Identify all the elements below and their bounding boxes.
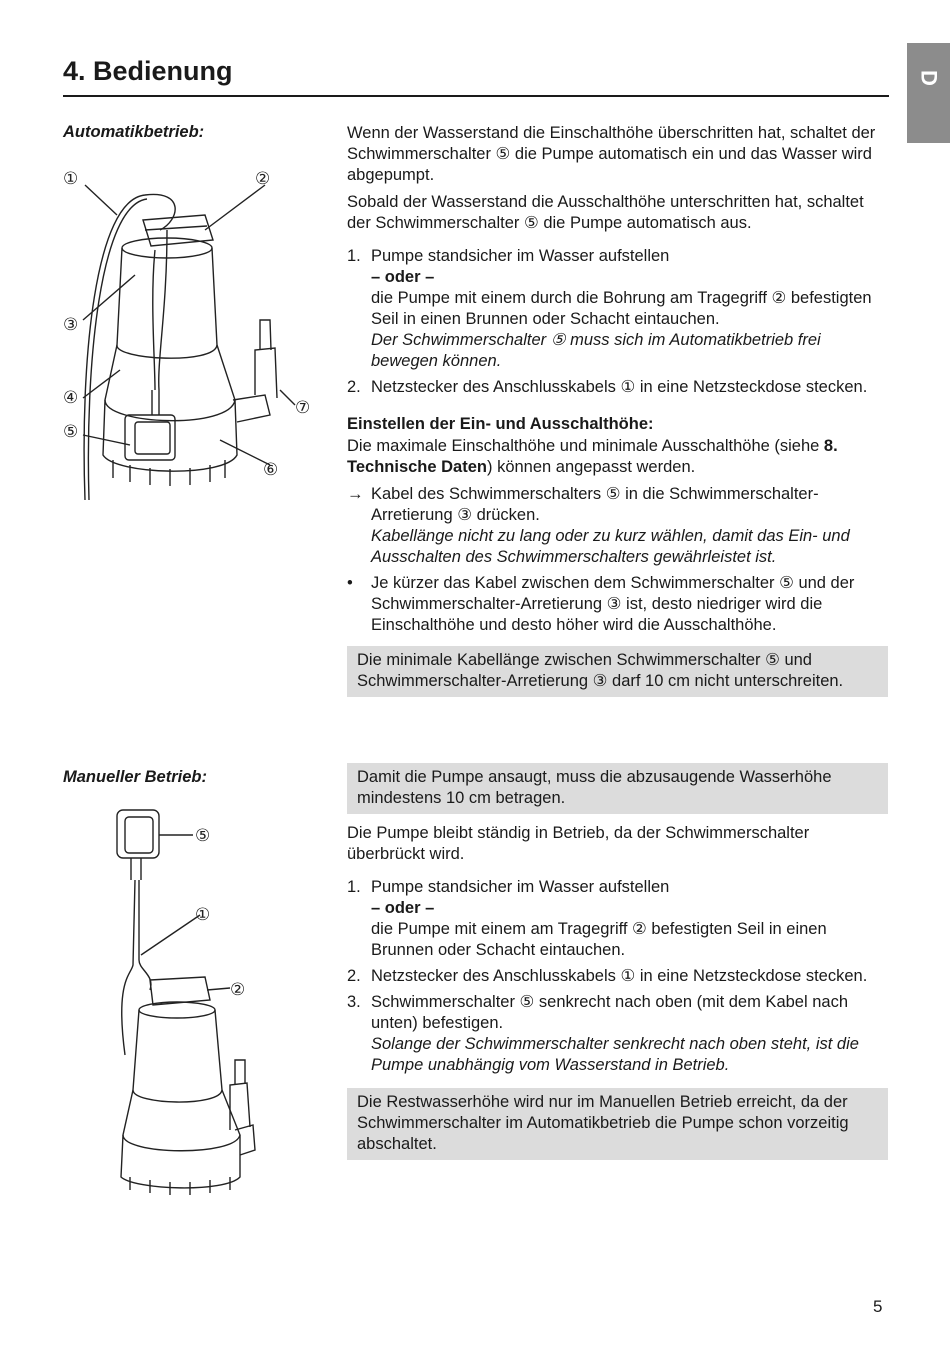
manual-text bbox=[347, 763, 888, 1160]
step-text: Pumpe standsicher im Wasser aufstellen bbox=[371, 878, 670, 896]
step-or: – oder – bbox=[371, 268, 435, 286]
subheading: Einstellen der Ein- und Ausschalthöhe: bbox=[347, 415, 654, 433]
paragraph: Die Pumpe bleibt ständig in Betrieb, da der Schwimmerschalter überbrückt wird. bbox=[347, 824, 810, 863]
step-text: Netzstecker des Anschlusskabels ① in eine Netzsteckdose stecken. bbox=[371, 378, 868, 396]
step-note: Kabellänge nicht zu lang oder zu kurz wählen, damit das Ein- und Ausschalten des Schwimmerschalters gewährleistet ist. bbox=[371, 527, 850, 566]
paragraph: Wenn der Wasserstand die Einschalthöhe überschritten hat, schaltet der Schwimmerschalter ⑤ die Pumpe automatisch ein und das Wasser wird abgepumpt. bbox=[347, 124, 876, 184]
paragraph: Die maximale Einschalthöhe und minimale Ausschalthöhe (siehe 8. Technische Daten) können angepasst werden. bbox=[347, 437, 838, 476]
callout-1: ① bbox=[63, 169, 79, 188]
callout-4: ④ bbox=[63, 388, 79, 407]
list-number: 1. bbox=[347, 247, 361, 265]
list-item bbox=[347, 484, 888, 568]
list-number: 3. bbox=[347, 993, 361, 1011]
callout-3: ③ bbox=[63, 315, 79, 334]
list-number: 1. bbox=[347, 878, 361, 896]
callout-5: ⑤ bbox=[63, 422, 79, 441]
language-tab-label: D bbox=[916, 70, 942, 86]
list-item bbox=[347, 377, 888, 398]
callout-2: ② bbox=[230, 980, 246, 999]
step-text: die Pumpe mit einem am Tragegriff ② befestigten Seil in einen Brunnen oder Schacht eintauchen. bbox=[371, 920, 827, 959]
step-note: Der Schwimmerschalter ⑤ muss sich im Automatikbetrieb frei bewegen können. bbox=[371, 331, 821, 370]
list-item bbox=[347, 246, 888, 372]
page-number: 5 bbox=[873, 1297, 883, 1316]
step-text: Pumpe standsicher im Wasser aufstellen bbox=[371, 247, 670, 265]
automatic-text bbox=[347, 123, 888, 697]
step-text: die Pumpe mit einem durch die Bohrung am Tragegriff ② befestigten Seil in einen Brunnen oder Schacht eintauchen. bbox=[371, 289, 872, 328]
language-tab bbox=[907, 43, 950, 143]
pump-figure-manual bbox=[95, 805, 265, 1195]
note-box: Die Restwasserhöhe wird nur im Manuellen Betrieb erreicht, da der Schwimmerschalter im Automatikbetrieb die Pumpe schon vorzeitig abschaltet. bbox=[347, 1088, 888, 1160]
step-or: – oder – bbox=[371, 899, 435, 917]
step-note: Solange der Schwimmerschalter senkrecht nach oben steht, ist die Pumpe unabhängig vom Wasserstand in Betrieb. bbox=[371, 1035, 859, 1074]
step-text: Je kürzer das Kabel zwischen dem Schwimmerschalter ⑤ und der Schwimmerschalter-Arretierung ③ ist, desto niedriger wird die Einschalthöhe und desto höher wird die Ausschalthöhe. bbox=[371, 574, 855, 634]
step-text: Kabel des Schwimmerschalters ⑤ in die Schwimmerschalter-Arretierung ③ drücken. bbox=[371, 485, 819, 524]
list-item bbox=[347, 573, 888, 636]
list-item bbox=[347, 992, 888, 1076]
arrow-icon: → bbox=[347, 485, 364, 503]
section-heading-automatic: Automatikbetrieb: bbox=[63, 123, 205, 141]
callout-5: ⑤ bbox=[195, 826, 211, 845]
list-item bbox=[347, 966, 888, 987]
callout-7: ⑦ bbox=[295, 398, 311, 417]
title-rule bbox=[63, 95, 889, 97]
note-box: Damit die Pumpe ansaugt, muss die abzusaugende Wasserhöhe mindestens 10 cm betragen. bbox=[347, 763, 888, 814]
callout-6: ⑥ bbox=[263, 460, 279, 479]
note-box: Die minimale Kabellänge zwischen Schwimmerschalter ⑤ und Schwimmerschalter-Arretierung ③ darf 10 cm nicht unterschreiten. bbox=[347, 646, 888, 697]
paragraph: Sobald der Wasserstand die Ausschalthöhe unterschritten hat, schaltet der Schwimmerschalter ⑤ die Pumpe automatisch aus. bbox=[347, 193, 864, 232]
section-heading-manual: Manueller Betrieb: bbox=[63, 768, 207, 786]
pump-figure-automatic bbox=[55, 160, 325, 500]
callout-2: ② bbox=[255, 169, 271, 188]
page-title: 4. Bedienung bbox=[63, 56, 233, 86]
list-number: 2. bbox=[347, 967, 361, 985]
list-number: 2. bbox=[347, 378, 361, 396]
bullet-icon: • bbox=[347, 574, 353, 592]
list-item bbox=[347, 877, 888, 961]
step-text: Schwimmerschalter ⑤ senkrecht nach oben (mit dem Kabel nach unten) befestigen. bbox=[371, 993, 849, 1032]
step-text: Netzstecker des Anschlusskabels ① in eine Netzsteckdose stecken. bbox=[371, 967, 868, 985]
callout-1: ① bbox=[195, 905, 211, 924]
